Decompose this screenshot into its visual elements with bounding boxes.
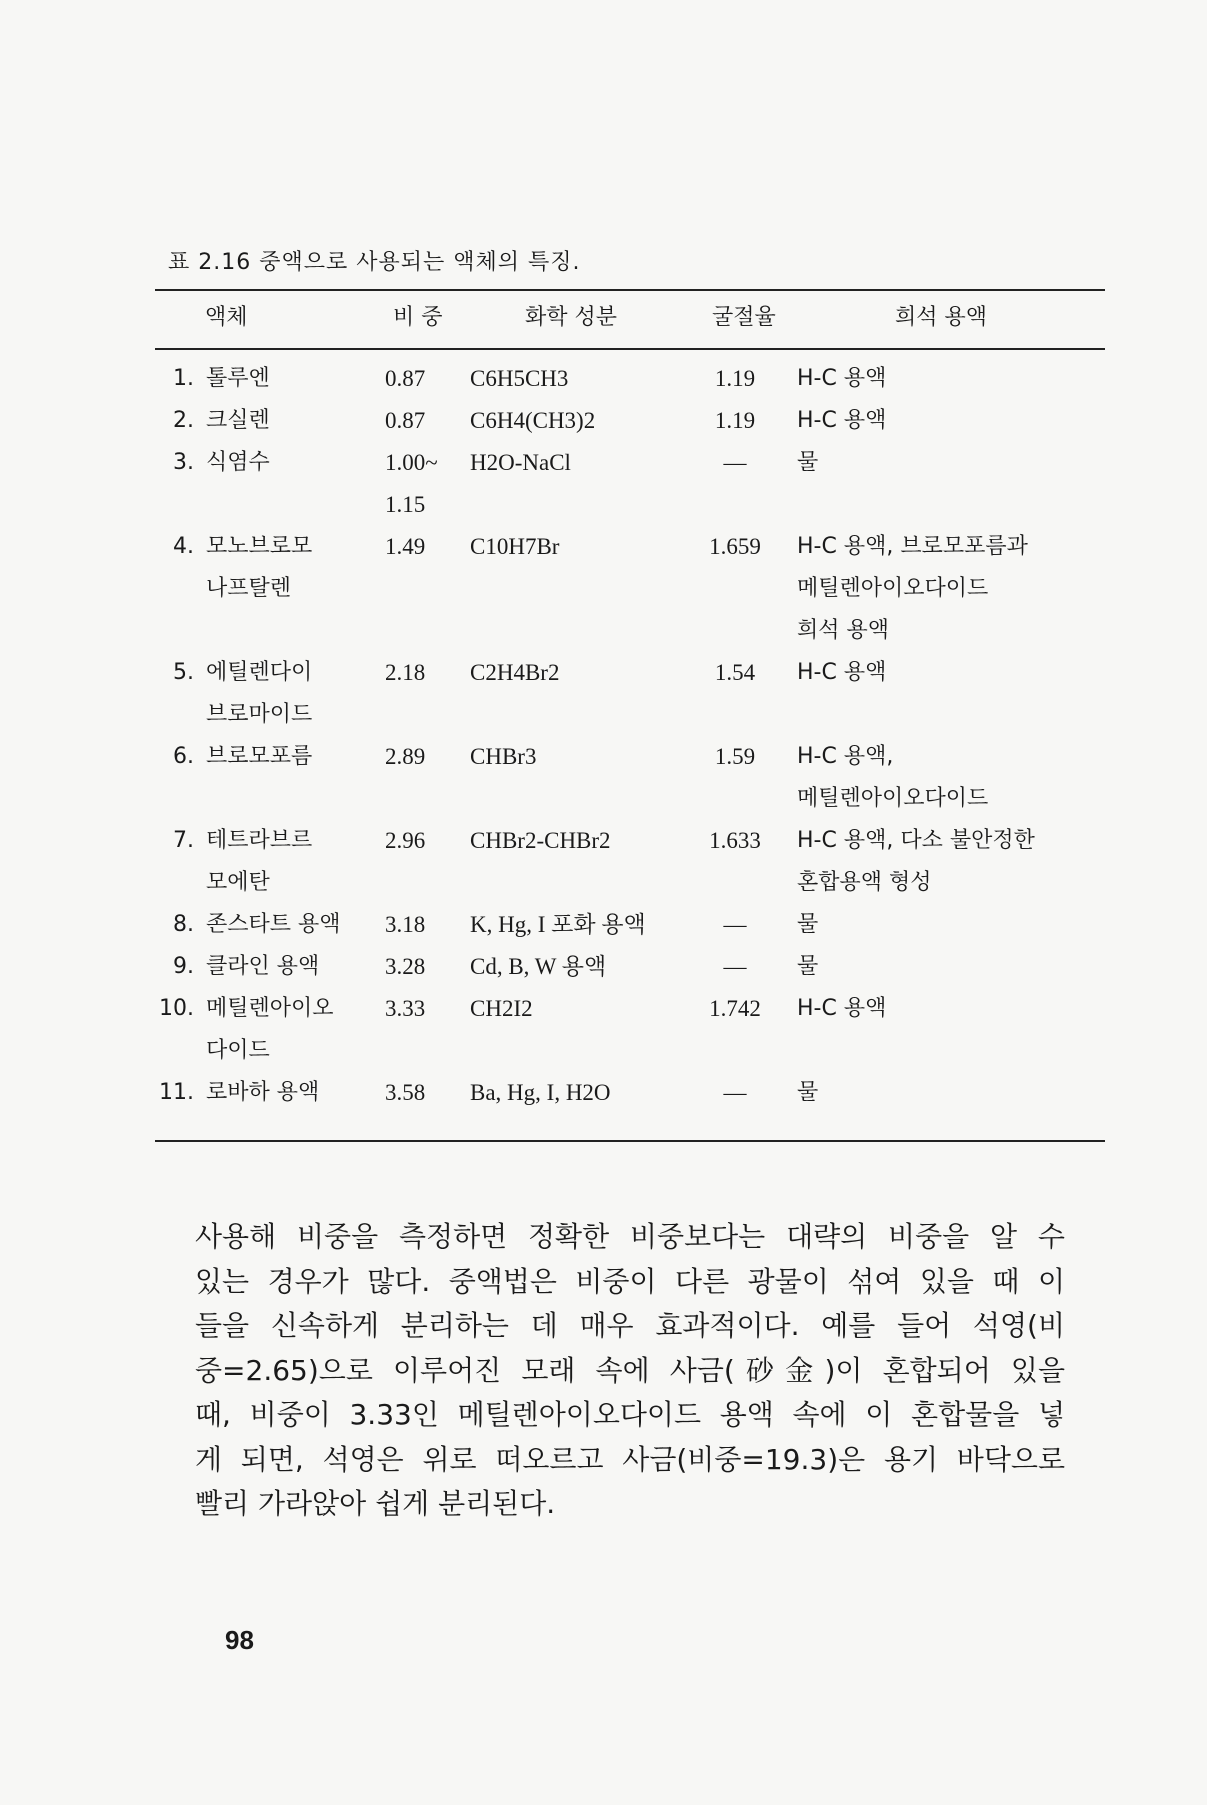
dilution-solution: 희석 용액	[797, 618, 890, 643]
refractive-index: 1.54	[714, 660, 756, 685]
row-number: 6.	[173, 744, 194, 769]
dilution-solution: H-C 용액	[797, 996, 887, 1021]
refractive-index: —	[723, 954, 747, 979]
chemical-composition: CHBr3	[470, 744, 537, 769]
body-paragraph	[195, 1215, 1065, 1527]
paragraph-line: 중=2.65)으로 이루어진 모래 속에 사금(砂金)이 혼합되어 있을	[195, 1353, 1065, 1387]
table-header-rule	[155, 348, 1105, 350]
liquid-name: 존스타트 용액	[206, 912, 341, 937]
dilution-solution: 메틸렌아이오다이드	[797, 786, 989, 811]
dilution-solution: 물	[797, 912, 819, 937]
specific-gravity: 2.96	[385, 828, 426, 853]
dilution-solution: 혼합용액 형성	[797, 870, 932, 895]
dilution-solution: H-C 용액, 브로모포름과	[797, 534, 1028, 559]
chemical-composition: CH2I2	[470, 996, 533, 1021]
row-number: 4.	[173, 534, 194, 559]
row-number: 7.	[173, 828, 194, 853]
header-refractive-index: 굴절율	[712, 305, 776, 330]
specific-gravity: 3.58	[385, 1080, 426, 1105]
chemical-composition: H2O-NaCl	[470, 450, 571, 475]
paragraph-line: 있는 경우가 많다. 중액법은 비중이 다른 광물이 섞여 있을 때 이	[195, 1264, 1065, 1298]
row-number: 8.	[173, 912, 194, 937]
refractive-index: 1.19	[714, 408, 756, 433]
refractive-index: —	[723, 450, 747, 475]
refractive-index: —	[723, 912, 747, 937]
specific-gravity: 1.49	[385, 534, 426, 559]
dilution-solution: H-C 용액, 다소 불안정한	[797, 828, 1035, 853]
liquid-name: 메틸렌아이오	[206, 996, 334, 1021]
chemical-composition: CHBr2-CHBr2	[470, 828, 611, 853]
liquid-name: 나프탈렌	[206, 576, 292, 601]
refractive-index: 1.59	[714, 744, 756, 769]
specific-gravity: 1.15	[385, 492, 426, 517]
chemical-composition: C2H4Br2	[470, 660, 560, 685]
page-number: 98	[225, 1625, 254, 1655]
refractive-index: 1.742	[709, 996, 761, 1021]
dilution-solution: H-C 용액	[797, 660, 887, 685]
liquid-name: 에틸렌다이	[206, 660, 313, 685]
row-number: 5.	[173, 660, 194, 685]
row-number: 1.	[173, 366, 194, 391]
liquid-name: 다이드	[206, 1038, 270, 1063]
liquid-name: 브로마이드	[206, 702, 313, 727]
table-caption: 표 2.16 중액으로 사용되는 액체의 특징.	[168, 250, 581, 275]
chemical-composition: Ba, Hg, I, H2O	[470, 1080, 611, 1105]
table-top-rule	[155, 289, 1105, 291]
refractive-index: 1.659	[709, 534, 761, 559]
refractive-index: 1.633	[709, 828, 761, 853]
row-number: 11.	[159, 1080, 194, 1105]
liquid-name: 클라인 용액	[206, 954, 320, 979]
specific-gravity: 3.18	[385, 912, 426, 937]
dilution-solution: 물	[797, 450, 819, 475]
specific-gravity: 2.89	[385, 744, 426, 769]
specific-gravity: 2.18	[385, 660, 426, 685]
paragraph-line: 때, 비중이 3.33인 메틸렌아이오다이드 용액 속에 이 혼합물을 넣	[195, 1398, 1065, 1431]
liquid-name: 브로모포름	[206, 744, 313, 769]
dilution-solution: H-C 용액	[797, 408, 887, 433]
liquid-name: 테트라브르	[206, 828, 313, 853]
chemical-composition: C6H4(CH3)2	[470, 408, 596, 433]
liquid-name: 톨루엔	[206, 366, 270, 391]
liquid-name: 모노브로모	[206, 534, 313, 559]
refractive-index: 1.19	[714, 366, 756, 391]
row-number: 9.	[173, 954, 194, 979]
header-chemical-composition: 화학 성분	[525, 305, 618, 330]
liquid-name: 식염수	[206, 450, 270, 475]
header-specific-gravity: 비 중	[393, 305, 443, 330]
specific-gravity: 0.87	[385, 366, 426, 391]
chemical-composition: C10H7Br	[470, 534, 560, 559]
refractive-index: —	[723, 1080, 747, 1105]
paragraph-line: 빨리 가라앉아 쉽게 분리된다.	[195, 1487, 556, 1520]
chemical-composition: Cd, B, W 용액	[470, 954, 607, 979]
header-dilution-solution: 희석 용액	[895, 305, 988, 330]
liquid-name: 크실렌	[206, 408, 270, 433]
paragraph-line: 사용해 비중을 측정하면 정확한 비중보다는 대략의 비중을 알 수	[195, 1220, 1065, 1253]
chemical-composition: C6H5CH3	[470, 366, 569, 391]
row-number: 10.	[159, 996, 194, 1021]
row-number: 3.	[173, 450, 194, 475]
dilution-solution: 물	[797, 1080, 819, 1105]
table-bottom-rule	[155, 1140, 1105, 1142]
liquid-name: 모에탄	[206, 870, 270, 895]
dilution-solution: 메틸렌아이오다이드	[797, 576, 989, 601]
dilution-solution: H-C 용액	[797, 366, 887, 391]
row-number: 2.	[173, 408, 194, 433]
header-liquid: 액체	[205, 305, 248, 330]
specific-gravity: 3.33	[385, 996, 426, 1021]
paragraph-line: 게 되면, 석영은 위로 떠오르고 사금(비중=19.3)은 용기 바닥으로	[195, 1442, 1065, 1476]
specific-gravity: 1.00~	[385, 450, 438, 475]
specific-gravity: 3.28	[385, 954, 426, 979]
liquid-name: 로바하 용액	[206, 1080, 320, 1105]
dilution-solution: 물	[797, 954, 819, 979]
dilution-solution: H-C 용액,	[797, 744, 894, 769]
paragraph-line: 들을 신속하게 분리하는 데 매우 효과적이다. 예를 들어 석영(비	[195, 1309, 1065, 1342]
chemical-composition: K, Hg, I 포화 용액	[470, 912, 646, 937]
specific-gravity: 0.87	[385, 408, 426, 433]
